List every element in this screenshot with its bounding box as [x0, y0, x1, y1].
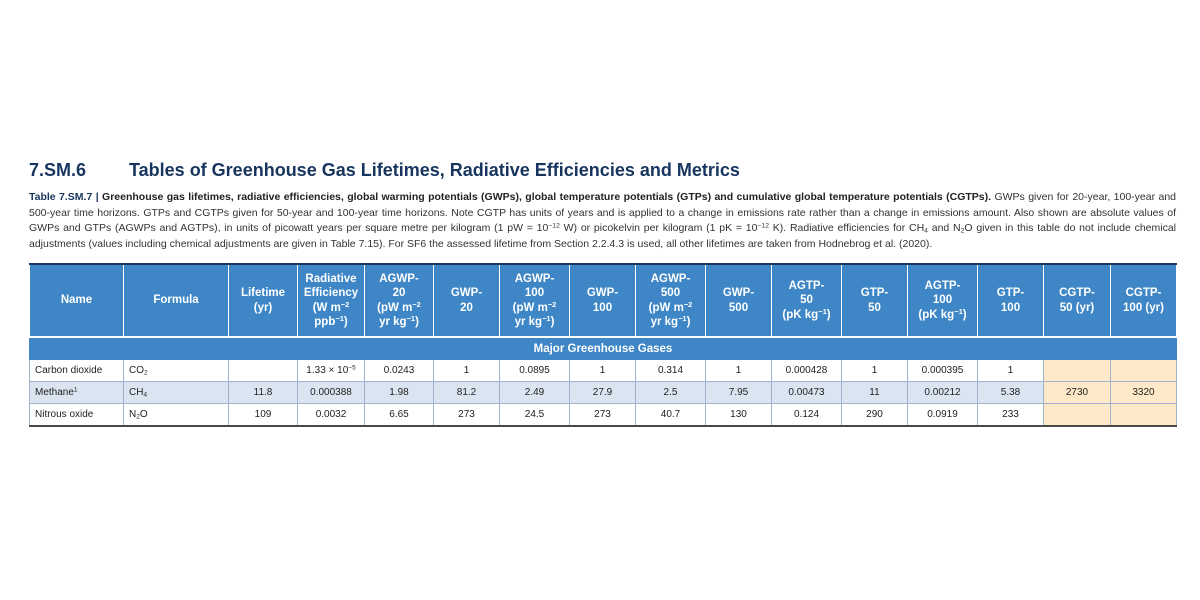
cell-lifetime: 109	[229, 404, 298, 427]
cell-radiative-efficiency: 0.000388	[298, 382, 365, 404]
cell-agwp-100: 24.5	[500, 404, 570, 427]
cell-name: Carbon dioxide	[30, 360, 124, 382]
cell-gtp-100: 233	[978, 404, 1044, 427]
caption-text: K). Radiative efficiencies for CH	[769, 222, 925, 234]
cell-agwp-20: 1.98	[365, 382, 434, 404]
table-row	[30, 360, 1177, 382]
table-body	[30, 360, 1177, 426]
cell-agtp-100: 0.00212	[908, 382, 978, 404]
cell-agwp-500: 40.7	[636, 404, 706, 427]
cell-gtp-50: 290	[842, 404, 908, 427]
caption-text: GWPs given for 20-year, 100-year and 500-year time horizons. GTPs and CGTPs given for 50-year and 100-year time horizons. Note CGTP has units of years and is applied to a change in emissions rate rather than a change in emissions amount. Also shown are absolute values of GWPs and GTPs (AGWPs and AGTPs), in units of picowatt years per square metre per kilogram (1 pW = 10	[29, 191, 1177, 234]
caption-title: Greenhouse gas lifetimes, radiative efficiencies, global warming potentials (GWPs), global temperature potentials (GTPs) and cumulative global temperature potentials (CGTPs).	[102, 191, 992, 203]
caption-text: and N	[927, 222, 961, 234]
section-title: Tables of Greenhouse Gas Lifetimes, Radiative Efficiencies and Metrics	[129, 160, 740, 180]
cell-name: Nitrous oxide	[30, 404, 124, 427]
cell-cgtp-50	[1044, 404, 1111, 427]
group-row	[30, 337, 1177, 360]
cell-cgtp-50: 2730	[1044, 382, 1111, 404]
cell-radiative-efficiency: 0.0032	[298, 404, 365, 427]
cell-lifetime	[229, 360, 298, 382]
section-number: 7.SM.6	[29, 160, 87, 180]
table-header	[30, 264, 1177, 337]
col-header-agtp-100: AGTP- 100 (pK $kg^{-1}$)	[908, 264, 978, 337]
caption-text: O given in this table do not include chemical adjustments (values including chemical adjustments are given in Table 7.15). For SF6 the assessed lifetime from Section 2.2.4.3 is used, all other lifetimes are taken from Hodnebrog et al. (2020).	[29, 222, 1177, 250]
cell-gwp-500: 130	[706, 404, 772, 427]
cell-gwp-500: 7.95	[706, 382, 772, 404]
cell-gwp-100: 27.9	[570, 382, 636, 404]
col-header-gtp-100: GTP- 100	[978, 264, 1044, 337]
cell-agwp-100: 0.0895	[500, 360, 570, 382]
cell-agwp-500: 0.314	[636, 360, 706, 382]
cell-formula: $CO_2$	[124, 360, 229, 382]
cell-agtp-50: 0.000428	[772, 360, 842, 382]
cell-gtp-100: 1	[978, 360, 1044, 382]
col-header-gwp-500: GWP- 500	[706, 264, 772, 337]
caption-exponent: −12	[757, 222, 769, 230]
col-header-gtp-50: GTP- 50	[842, 264, 908, 337]
cell-gwp-20: 273	[434, 404, 500, 427]
cell-cgtp-50	[1044, 360, 1111, 382]
cell-gtp-100: 5.38	[978, 382, 1044, 404]
caption-subscript: 2	[960, 227, 965, 235]
cell-gwp-20: 1	[434, 360, 500, 382]
col-header-cgtp-100: CGTP- 100 (yr)	[1111, 264, 1177, 337]
col-header-agwp-500: AGWP- 500 (pW $m^{-2}$ yr $kg^{-1}$)	[636, 264, 706, 337]
table-row	[30, 382, 1177, 404]
cell-formula: $CH_4$	[124, 382, 229, 404]
cell-cgtp-100: 3320	[1111, 382, 1177, 404]
caption-subscript: 4	[924, 227, 928, 235]
group-label: Major Greenhouse Gases	[30, 337, 1177, 360]
section-heading	[29, 160, 1176, 181]
table-caption	[29, 190, 1176, 252]
col-header-cgtp-50: CGTP- 50 (yr)	[1044, 264, 1111, 337]
col-header-radiative-efficiency: Radiative Efficiency (W $m^{-2}$ ppb$^{-1}$)	[298, 264, 365, 337]
col-header-gwp-100: GWP- 100	[570, 264, 636, 337]
caption-text: W) or picokelvin per kilogram (1 pK = 10	[559, 222, 758, 234]
cell-agwp-20: 0.0243	[365, 360, 434, 382]
cell-gwp-500: 1	[706, 360, 772, 382]
cell-cgtp-100	[1111, 360, 1177, 382]
cell-radiative-efficiency: $1.33 \times 10^{-5}$	[298, 360, 365, 382]
col-header-agtp-50: AGTP- 50 (pK $kg^{-1}$)	[772, 264, 842, 337]
cell-gwp-100: 273	[570, 404, 636, 427]
col-header-formula: Formula	[124, 264, 229, 337]
cell-agwp-100: 2.49	[500, 382, 570, 404]
cell-name: Methane$^1$	[30, 382, 124, 404]
caption-label: Table 7.SM.7 |	[29, 191, 99, 203]
cell-gwp-20: 81.2	[434, 382, 500, 404]
cell-formula: $N_2O$	[124, 404, 229, 427]
document-page	[29, 160, 1176, 427]
cell-agtp-100: 0.000395	[908, 360, 978, 382]
cell-lifetime: 11.8	[229, 382, 298, 404]
table-row	[30, 404, 1177, 427]
col-header-agwp-100: AGWP- 100 (pW $m^{-2}$ yr $kg^{-1}$)	[500, 264, 570, 337]
cell-gtp-50: 11	[842, 382, 908, 404]
col-header-agwp-20: AGWP- 20 (pW $m^{-2}$ yr $kg^{-1}$)	[365, 264, 434, 337]
cell-cgtp-100	[1111, 404, 1177, 427]
col-header-gwp-20: GWP- 20	[434, 264, 500, 337]
cell-gtp-50: 1	[842, 360, 908, 382]
cell-gwp-100: 1	[570, 360, 636, 382]
cell-agwp-20: 6.65	[365, 404, 434, 427]
col-header-lifetime: Lifetime (yr)	[229, 264, 298, 337]
cell-agwp-500: 2.5	[636, 382, 706, 404]
cell-agtp-50: 0.124	[772, 404, 842, 427]
caption-exponent: −12	[548, 222, 560, 230]
col-header-name: Name	[30, 264, 124, 337]
ghg-metrics-table	[29, 263, 1177, 427]
cell-agtp-100: 0.0919	[908, 404, 978, 427]
cell-agtp-50: 0.00473	[772, 382, 842, 404]
